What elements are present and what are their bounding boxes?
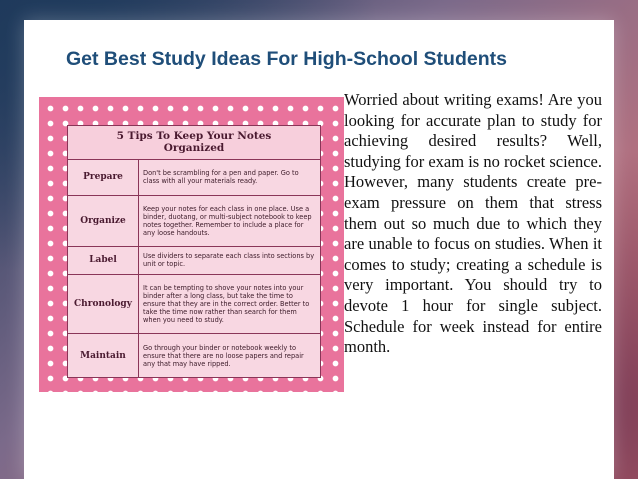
tips-title — [68, 126, 320, 160]
tip-label: Organize — [68, 196, 139, 247]
tip-row-organize — [68, 196, 320, 248]
tips-image — [39, 97, 344, 392]
tip-description: Go through your binder or notebook weekly to ensure that there are no loose papers and repair any that may have ripped. — [143, 343, 304, 368]
body-paragraph: Worried about writing exams! Are you looking for accurate plan to study for achieving desired results? Well, studying for exam is no rocket science. However, many students create pre-exam pressure on them that stress them out so much due to which they are unable to focus on studies. When it comes to study; creating a schedule is very important. You should try to devote 1 hour for single subject. Schedule for week instead for entire month. — [344, 90, 602, 357]
tips-title-line2: Organized — [163, 142, 225, 154]
tip-label: Prepare — [68, 160, 139, 195]
slide — [24, 20, 614, 479]
tip-label: Chronology — [68, 275, 139, 334]
tips-table — [67, 125, 321, 378]
tip-description: It can be tempting to shove your notes into your binder after a long class, but take the time to ensure that they are in the correct order. Better to take the time now rather than search for them when you need to study. — [143, 283, 310, 325]
tip-row-prepare — [68, 160, 320, 196]
tip-description: Don't be scrambling for a pen and paper. Go to class with all your materials ready. — [143, 169, 299, 186]
tip-description: Keep your notes for each class in one place. Use a binder, duotang, or multi-subject notebook to keep notes together. Remember to include a place for any loose handouts. — [143, 204, 312, 237]
slide-title: Get Best Study Ideas For High-School Students — [66, 48, 507, 70]
tips-title-line1: 5 Tips To Keep Your Notes — [116, 130, 272, 142]
tip-label: Maintain — [68, 334, 139, 377]
tip-label: Label — [68, 247, 139, 274]
tip-description: Use dividers to separate each class into sections by unit or topic. — [143, 252, 315, 269]
tip-row-chronology — [68, 275, 320, 335]
tip-row-label — [68, 247, 320, 275]
tip-row-maintain — [68, 334, 320, 377]
